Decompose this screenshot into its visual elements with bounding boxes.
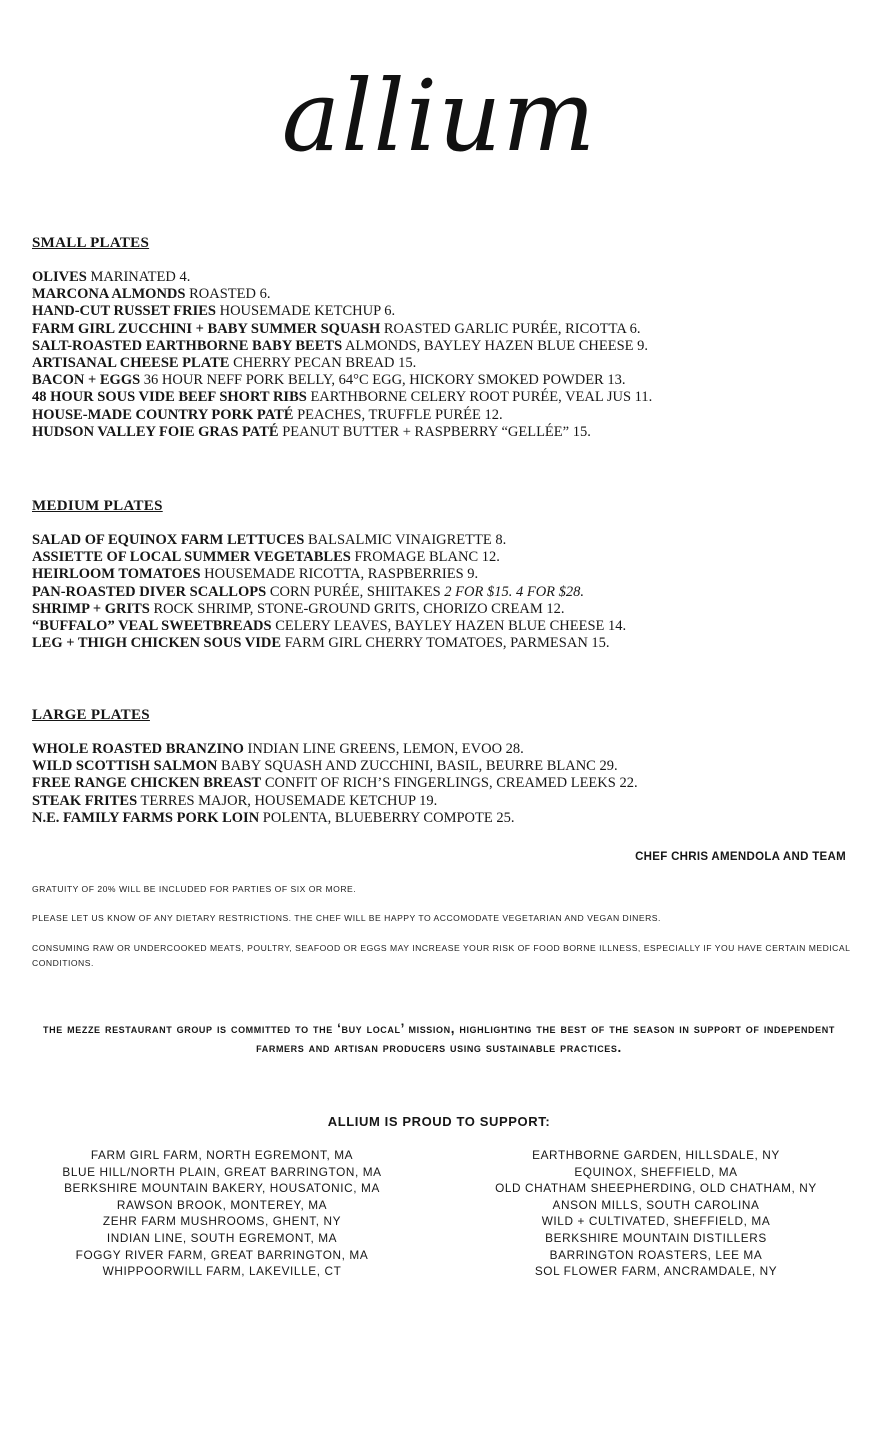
supporter-item: FOGGY RIVER FARM, GREAT BARRINGTON, MA [75, 1247, 369, 1262]
supporter-item: BERKSHIRE MOUNTAIN BAKERY, HOUSATONIC, MA [64, 1181, 380, 1196]
dish-name: SHRIMP + GRITS [32, 600, 150, 617]
dish-name: WILD SCOTTISH SALMON [32, 758, 218, 775]
dish-name: WHOLE ROASTED BRANZINO [32, 741, 244, 757]
menu-item [32, 549, 862, 566]
dish-name: LEG + THIGH CHICKEN SOUS VIDE [32, 635, 282, 652]
dish-description: CONFIT OF RICH’S FINGERLINGS, CREAMED LEEKS 22. [261, 775, 638, 792]
menu-item [32, 584, 862, 601]
supporter-list-right [446, 1147, 866, 1280]
supporter-item: EARTHBORNE GARDEN, HILLSDALE, NY [532, 1148, 780, 1162]
menu-item [32, 741, 862, 758]
supporter-item: RAWSON BROOK, MONTEREY, MA [116, 1197, 328, 1212]
menu-list [32, 741, 862, 827]
menu-item [32, 793, 862, 810]
dish-name: BACON + EGGS [32, 372, 141, 389]
gratuity-note: GRATUITY OF 20% WILL BE INCLUDED FOR PARTIES OF SIX OR MORE. [32, 884, 357, 894]
restaurant-logo: allium [281, 60, 597, 174]
dish-name: OLIVES [32, 269, 87, 285]
dish-description: BALSALMIC VINAIGRETTE 8. [304, 532, 507, 548]
large-plates-section [32, 706, 862, 827]
menu-item [32, 532, 862, 549]
menu-item [32, 286, 862, 303]
dish-description: CHERRY PECAN BREAD 15. [229, 355, 417, 372]
dish-name: SALT-ROASTED EARTHBORNE BABY BEETS [32, 337, 343, 354]
chef-credit: CHEF CHRIS AMENDOLA AND TEAM [635, 851, 846, 863]
supporter-item: BARRINGTON ROASTERS, LEE MA [549, 1247, 763, 1262]
dish-description: PEACHES, TRUFFLE PURÉE 12. [293, 406, 503, 423]
dish-name: HAND-CUT RUSSET FRIES [32, 303, 216, 320]
menu-list [32, 532, 862, 652]
dish-name: SALAD OF EQUINOX FARM LETTUCES [32, 532, 305, 548]
dish-name: ASSIETTE OF LOCAL SUMMER VEGETABLES [32, 549, 351, 566]
dish-description: POLENTA, BLUEBERRY COMPOTE 25. [259, 809, 515, 826]
menu-item [32, 407, 862, 424]
dish-description: ROASTED GARLIC PURÉE, RICOTTA 6. [380, 320, 641, 337]
dish-description: PEANUT BUTTER + RASPBERRY “GELLÉE” 15. [278, 423, 591, 440]
menu-item [32, 269, 862, 286]
dish-name: “BUFFALO” VEAL SWEETBREADS [32, 618, 272, 635]
menu-item [32, 566, 862, 583]
consumer-warning: CONSUMING RAW OR UNDERCOOKED MEATS, POULTRY, SEAFOOD OR EGGS MAY INCREASE YOUR RISK OF FOOD BORNE ILLNESS, ESPECIALLY IF YOU HAVE CERTAIN MEDICAL CONDITIONS. [32, 943, 851, 968]
dish-description: FROMAGE BLANC 12. [350, 549, 500, 566]
menu-item [32, 303, 862, 320]
dish-name: PAN-ROASTED DIVER SCALLOPS [32, 583, 267, 600]
menu-item [32, 635, 862, 652]
medium-plates-section [32, 497, 862, 652]
dish-description: MARINATED 4. [86, 269, 191, 285]
menu-item [32, 424, 862, 441]
section-title: LARGE PLATES [32, 707, 150, 723]
dish-description: HOUSEMADE KETCHUP 6. [215, 303, 396, 320]
supporter-item: WHIPPOORWILL FARM, LAKEVILLE, CT [102, 1264, 342, 1279]
dish-name: HOUSE-MADE COUNTRY PORK PATÉ [32, 406, 294, 423]
dish-name: HEIRLOOM TOMATOES [32, 566, 201, 583]
supporter-item: INDIAN LINE, SOUTH EGREMONT, MA [106, 1230, 338, 1245]
mission-statement: the mezze restaurant group is committed to the ‘buy local’ mission, highlighting the best of the season in support of independent farmers and artisan producers using sustainable practices. [43, 1021, 835, 1055]
menu-item [32, 355, 862, 372]
small-plates-section [32, 234, 862, 441]
dish-price: 2 FOR $15. 4 FOR $28. [444, 583, 585, 600]
menu-item [32, 775, 862, 792]
supporter-item: FARM GIRL FARM, NORTH EGREMONT, MA [90, 1148, 354, 1162]
supporter-item: BLUE HILL/NORTH PLAIN, GREAT BARRINGTON, MA [62, 1164, 382, 1179]
menu-item [32, 601, 862, 618]
dish-description: CELERY LEAVES, BAYLEY HAZEN BLUE CHEESE 14. [271, 618, 627, 635]
supporter-list-left [12, 1147, 432, 1280]
menu-item [32, 618, 862, 635]
dish-description: ROCK SHRIMP, STONE-GROUND GRITS, CHORIZO CREAM 12. [149, 600, 565, 617]
menu-item [32, 338, 862, 355]
menu-item [32, 321, 862, 338]
dish-name: ARTISANAL CHEESE PLATE [32, 355, 230, 372]
dish-description: BABY SQUASH AND ZUCCHINI, BASIL, BEURRE BLANC 29. [217, 758, 618, 775]
supporter-item: BERKSHIRE MOUNTAIN DISTILLERS [545, 1230, 767, 1245]
supporter-item: WILD + CULTIVATED, SHEFFIELD, MA [541, 1214, 771, 1229]
dish-description: TERRES MAJOR, HOUSEMADE KETCHUP 19. [137, 792, 438, 809]
dish-description: INDIAN LINE GREENS, LEMON, EVOO 28. [243, 741, 524, 757]
supporter-item: SOL FLOWER FARM, ANCRAMDALE, NY [534, 1264, 778, 1279]
support-title: ALLIUM IS PROUD TO SUPPORT: [327, 1114, 551, 1129]
section-title: SMALL PLATES [32, 235, 150, 251]
dish-name: 48 HOUR SOUS VIDE BEEF SHORT RIBS [32, 389, 307, 406]
supporter-item: OLD CHATHAM SHEEPHERDING, OLD CHATHAM, NY [495, 1181, 817, 1196]
dish-name: FARM GIRL ZUCCHINI + BABY SUMMER SQUASH [32, 320, 381, 337]
menu-item [32, 810, 862, 827]
dish-name: STEAK FRITES [32, 792, 138, 809]
supporter-item: EQUINOX, SHEFFIELD, MA [574, 1164, 738, 1179]
dish-name: HUDSON VALLEY FOIE GRAS PATÉ [32, 423, 279, 440]
menu-item [32, 389, 862, 406]
dish-description: ALMONDS, BAYLEY HAZEN BLUE CHEESE 9. [342, 337, 648, 354]
dish-name: FREE RANGE CHICKEN BREAST [32, 775, 262, 792]
section-title: MEDIUM PLATES [32, 498, 163, 514]
dish-name: N.E. FAMILY FARMS PORK LOIN [32, 809, 260, 826]
supporter-item: ANSON MILLS, SOUTH CAROLINA [552, 1197, 760, 1212]
dish-description: FARM GIRL CHERRY TOMATOES, PARMESAN 15. [281, 635, 610, 652]
dish-description: EARTHBORNE CELERY ROOT PURÉE, VEAL JUS 11. [306, 389, 653, 406]
supporter-item: ZEHR FARM MUSHROOMS, GHENT, NY [102, 1214, 342, 1229]
dish-description: CORN PURÉE, SHIITAKES [266, 583, 445, 600]
menu-list [32, 269, 862, 441]
menu-item [32, 758, 862, 775]
dietary-note: PLEASE LET US KNOW OF ANY DIETARY RESTRICTIONS. THE CHEF WILL BE HAPPY TO ACCOMODATE VEGETARIAN AND VEGAN DINERS. [32, 913, 661, 923]
dish-description: 36 HOUR NEFF PORK BELLY, 64°C EGG, HICKORY SMOKED POWDER 13. [140, 372, 626, 389]
menu-item [32, 372, 862, 389]
dish-name: MARCONA ALMONDS [32, 286, 186, 303]
dish-description: HOUSEMADE RICOTTA, RASPBERRIES 9. [200, 566, 479, 583]
dish-description: ROASTED 6. [185, 286, 271, 303]
